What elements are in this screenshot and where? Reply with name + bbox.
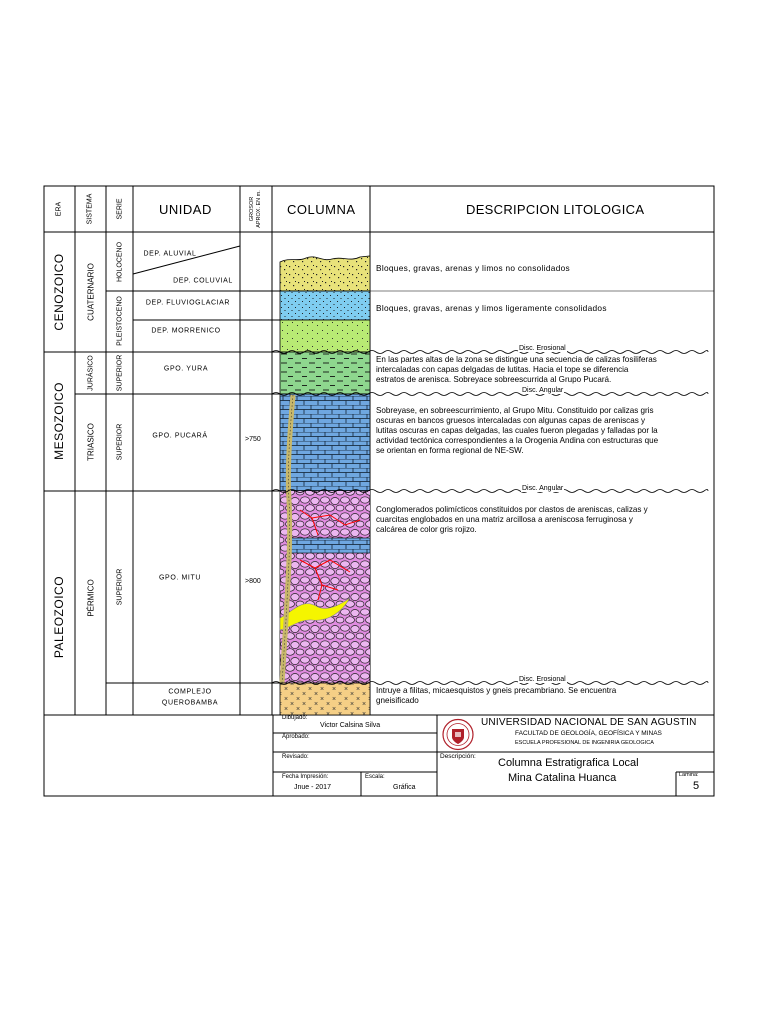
sistema-permico: PÉRMICO [86,579,96,617]
era-paleozoico: PALEOZOICO [52,575,66,659]
footer-lamina-value: 5 [693,780,700,792]
footer-aprobado-label: Aprobado: [282,734,310,740]
header-descripcion: DESCRIPCION LITOLOGICA [466,202,645,217]
desc-mitu-line: cuarcitas englobados en una matriz arcillosa a areniscosa ferruginosa y [376,515,633,524]
desc-yura-line: estratos de arenisca. Sobreyace sobreescurrida al Grupo Pucará. [376,375,612,384]
desc-yura [376,355,657,385]
header-columna: COLUMNA [287,202,356,217]
footer-lamina-label: Lamina: [679,772,699,778]
desc-pucara-line: actividad tectónica correspondientes a la Orogenia Andina con estructuras que [376,436,659,445]
footer-dibujado-label: Dibujado: [282,715,308,721]
footer-dibujado-value: Victor Calsina Silva [320,722,381,729]
footer-fecha-label: Fecha Impresión: [282,774,329,780]
disc-angular-2: Disc. Angular [522,485,564,492]
desc-pucara-line: se orientan en forma regional de NE-SW. [376,446,524,455]
serie-holoceno: HOLOCENO [116,241,124,283]
sistema-triasico: TRIASICO [86,423,96,461]
footer-escala-value: Gráfica [393,784,416,791]
footer-descripcion-label: Descripción: [440,753,476,760]
serie-superior-jurasico: SUPERIOR [116,354,124,392]
sistema-jurasico: JURÁSICO [87,355,95,391]
desc-complejo-line: Intruye a filitas, micaesquistos y gneis precambriano. Se encuentra [376,686,617,695]
desc-pucara-line: oscuras en bancos gruesos intercaladas con algunas capas de areniscas y [376,416,646,425]
desc-complejo-line: gneisificado [376,696,419,705]
desc-pucara-line: Sobreyase, en sobreescurrimiento, al Grupo Mitu. Constituido por calizas gris [376,406,654,415]
footer-revisado-label: Revisado: [282,754,309,760]
disc-angular-1: Disc. Angular [522,387,564,394]
desc-mitu-line: Conglomerados polimícticos constituidos por clastos de areniscas, calizas y [376,505,648,514]
desc-yura-line: intercaladas con capas delgadas de lutitas. Hacia el tope se diferencia [376,365,629,374]
unit-coluvial: DEP. COLUVIAL [173,277,233,285]
header-unidad: UNIDAD [159,202,212,217]
header-sistema: SISTEMA [86,193,94,225]
era-cenozoico: CENOZOICO [52,253,66,331]
disc-erosional-2: Disc. Erosional [519,676,566,683]
footer-facultad: FACULTAD DE GEOLOGÍA, GEOFÍSICA Y MINAS [515,730,662,737]
desc-mitu-line: calcárea de color gris rojizo. [376,525,477,534]
desc-complejo [376,686,616,706]
unit-pucara: GPO. PUCARÁ [152,432,208,440]
desc-cuaternario-2: Bloques, gravas, arenas y limos ligeramente consolidados [376,303,607,313]
unit-yura: GPO. YURA [163,365,209,373]
desc-pucara-line: lutitas oscuras en capas delgadas, las cuales fueron plegadas y falladas por la [376,426,658,435]
unit-aluvial: DEP. ALUVIAL [143,250,197,258]
unit-complejo-2: QUEROBAMBA [161,699,219,707]
header-era: ERA [55,201,63,217]
footer-titulo-2: Mina Catalina Huanca [508,772,617,784]
desc-cuaternario-1: Bloques, gravas, arenas y limos no consolidados [376,263,570,273]
sistema-cuaternario: CUATERNARIO [86,263,96,321]
desc-mitu [376,505,648,535]
desc-pucara [376,406,658,456]
footer-titulo-1: Columna Estratigrafica Local [498,757,639,769]
unit-fluvioglaciar: DEP. FLUVIOGLACIAR [145,299,231,307]
header-serie: SERIE [116,198,124,220]
unit-complejo-1: COMPLEJO [168,688,212,696]
serie-pleistoceno: PLEISTOCENO [116,296,124,346]
grosor-pucara: >750 [245,436,261,443]
footer-escuela: ESCUELA PROFESIONAL DE INGENIRIA GEOLOGICA [515,740,654,746]
university-seal-icon [442,718,474,751]
footer-escala-label: Escala: [365,774,385,780]
unit-morrenico: DEP. MORRENICO [151,327,221,335]
unit-mitu: GPO. MITU [159,574,201,582]
grosor-mitu: >800 [245,578,261,585]
desc-yura-line: En las partes altas de la zona se distingue una secuencia de calizas fosiliferas [376,355,657,364]
serie-superior-triasico: SUPERIOR [116,423,124,461]
disc-erosional-1: Disc. Erosional [519,345,566,352]
era-mesozoico: MESOZOICO [52,382,66,460]
footer-fecha-value: Jnue - 2017 [294,784,331,791]
serie-superior-permico: SUPERIOR [116,568,124,606]
header-grosor: GROSOR APROX. EN m. [249,190,262,228]
footer-universidad: UNIVERSIDAD NACIONAL DE SAN AGUSTIN [481,717,697,728]
